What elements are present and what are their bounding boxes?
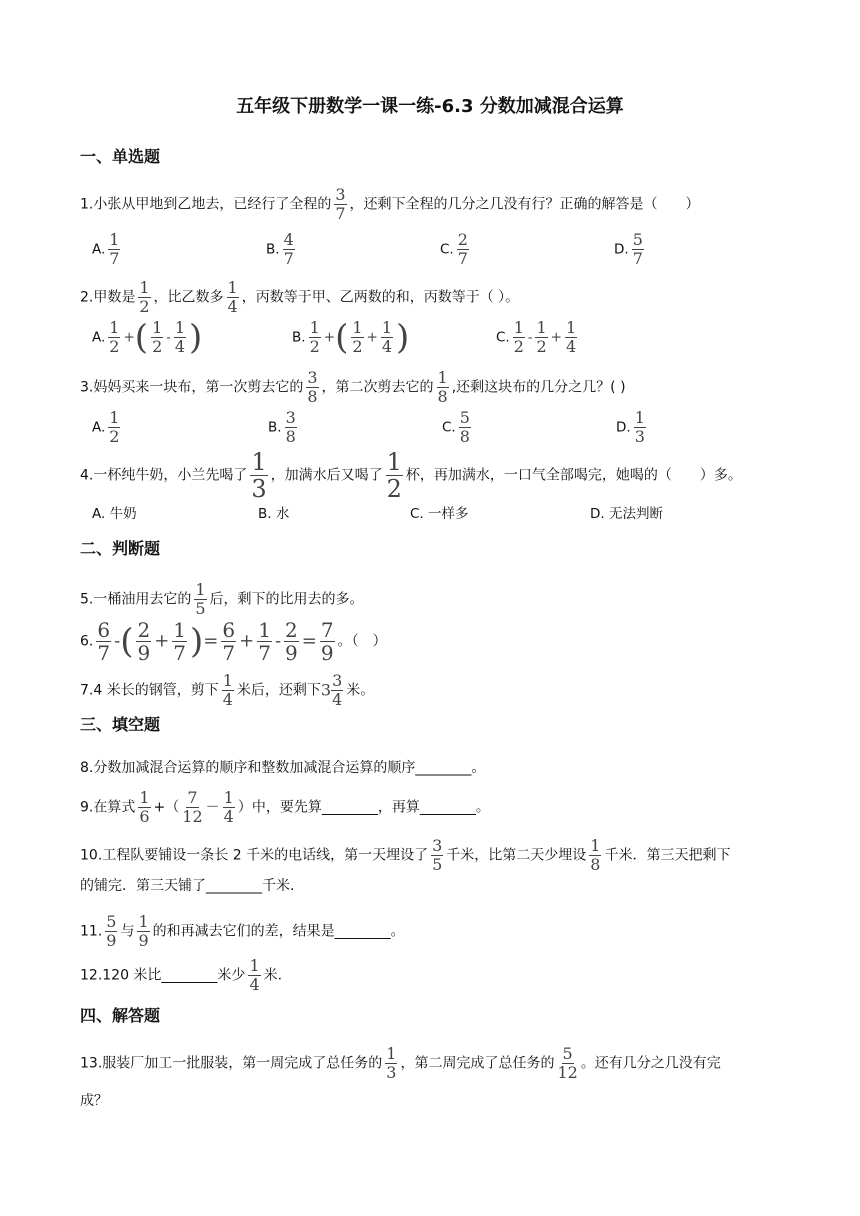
question-text: 米。 [346, 682, 375, 699]
question-3 [80, 370, 626, 405]
q4-option-b[interactable]: B. 水 [258, 506, 290, 522]
fraction: $\frac{1}{2}$ [386, 448, 402, 503]
question-13-line-2: 成？ [80, 1093, 108, 1109]
mixed-number-whole: 3 [320, 680, 332, 700]
fraction: $\frac{1}{8}$ [590, 836, 601, 874]
question-2 [80, 280, 519, 315]
question-5 [80, 582, 364, 617]
question-text: ）中，要先算________，再算________。 [237, 799, 490, 816]
fraction: $\frac{1}{3}$ [386, 1044, 397, 1082]
question-text: 米. [263, 967, 283, 984]
question-text: ，比乙数多 [153, 289, 224, 306]
q3-option-c[interactable]: C. $\frac{5}{8}$ [442, 408, 470, 446]
question-text: 3.妈妈买来一块布，第一次剪去它的 [80, 379, 304, 396]
fraction: $\frac{5}{9}$ [106, 912, 117, 950]
q4-option-d[interactable]: D. 无法判断 [590, 506, 663, 522]
section-heading-true-false: 二、判断题 [80, 539, 161, 558]
question-text: 10.工程队要铺设一条长 2 千米的电话线，第一天埋设了 [80, 847, 429, 864]
question-text: 1.小张从甲地到乙地去，已经行了全程的 [80, 196, 332, 213]
q2-option-c[interactable]: C. $\frac{1}{2}$ - $\frac{1}{2}$ + $\frac{1}{4}$ [496, 318, 577, 356]
question-10 [80, 838, 730, 873]
q3-option-b[interactable]: B. $\frac{3}{8}$ [268, 408, 296, 446]
question-text: 13.服装厂加工一批服装，第一周完成了总任务的 [80, 1055, 383, 1072]
question-text: 杯，再加满水，一口气全部喝完，她喝的（ ）多。 [405, 467, 742, 484]
fraction: $\frac{3}{5}$ [432, 836, 443, 874]
fraction: $\frac{7}{12}$ [182, 788, 203, 826]
question-text: 后，剩下的比用去的多。 [209, 591, 364, 608]
question-text: ，丙数等于甲、乙两数的和，丙数等于（ ）。 [241, 289, 520, 306]
q2-option-a[interactable]: A. $\frac{1}{2}$ +( $\frac{1}{2}$ - $\frac{1}{4}$ ) [92, 317, 203, 358]
q3-option-a[interactable]: A. $\frac{1}{2}$ [92, 408, 120, 446]
question-11 [80, 914, 405, 949]
question-text: 12.120 米比________米少 [80, 967, 246, 984]
section-heading-single-choice: 一、单选题 [80, 147, 161, 166]
question-text: 7.4 米长的钢管，剪下 [80, 682, 219, 699]
section-heading-solve: 四、解答题 [80, 1006, 161, 1025]
question-text: 千米，比第二天少埋设 [446, 847, 587, 864]
q4-option-c[interactable]: C. 一样多 [410, 506, 469, 522]
q1-option-c[interactable]: C. $\frac{2}{7}$ [440, 230, 468, 268]
question-text: 米后，还剩下 [236, 682, 321, 699]
question-text: 9.在算式 [80, 799, 136, 816]
question-text: ，加满水后又喝了 [270, 467, 383, 484]
fraction: $\frac{1}{3}$ [251, 448, 267, 503]
fraction: $\frac{1}{4}$ [223, 788, 234, 826]
q4-option-a[interactable]: A. 牛奶 [92, 506, 137, 522]
fraction: $\frac{1}{6}$ [139, 788, 150, 826]
fraction: $\frac{1}{5}$ [195, 580, 206, 618]
question-8: 8.分数加减混合运算的顺序和整数加减混合运算的顺序________。 [80, 760, 486, 776]
q3-option-d[interactable]: D. $\frac{1}{3}$ [616, 408, 645, 446]
question-text: +（ [153, 799, 180, 816]
question-6: 6. $\frac{6}{7}$ -( $\frac{2}{9}$ + $\frac{1}{7}$ )= $\frac{6}{7}$ + $\frac{1}{7}$ - $\frac{2}{9}$ = $\frac{7}{9}$ 。（ ） [80, 618, 387, 665]
fraction: $\frac{1}{4}$ [249, 956, 260, 994]
q1-option-d[interactable]: D. $\frac{5}{7}$ [614, 230, 643, 268]
question-text: 千米．第三天把剩下 [604, 847, 731, 864]
fraction: $\frac{1}{4}$ [227, 278, 238, 316]
fraction: $\frac{1}{9}$ [138, 912, 149, 950]
page-title: 五年级下册数学一课一练-6.3 分数加减混合运算 [236, 96, 624, 117]
question-1 [80, 187, 700, 222]
question-text: 11. [80, 923, 103, 940]
question-10-line-2: 的铺完．第三天铺了________千米. [80, 878, 295, 894]
fraction: $\frac{3}{4}$ [332, 671, 343, 709]
fraction: $\frac{1}{8}$ [437, 368, 448, 406]
q1-option-b[interactable]: B. $\frac{4}{7}$ [266, 230, 294, 268]
fraction: $\frac{3}{8}$ [307, 368, 318, 406]
q2-option-b[interactable]: B. $\frac{1}{2}$ +( $\frac{1}{2}$ + $\frac{1}{4}$ ) [292, 317, 410, 358]
fraction: $\frac{1}{2}$ [139, 278, 150, 316]
question-text: 的和再减去它们的差，结果是________。 [152, 923, 405, 940]
section-heading-fill-blank: 三、填空题 [80, 715, 161, 734]
question-text: ,还剩这块布的几分之几？( ) [451, 379, 626, 396]
question-text: 5.一桶油用去它的 [80, 591, 192, 608]
question-text: ，第二周完成了总任务的 [400, 1055, 555, 1072]
question-text: ，还剩下全程的几分之几没有行？正确的解答是（ ） [349, 196, 700, 213]
question-text: 4.一杯纯牛奶，小兰先喝了 [80, 467, 248, 484]
question-9 [80, 790, 490, 825]
question-text: 2.甲数是 [80, 289, 136, 306]
question-text: ，第二次剪去它的 [321, 379, 434, 396]
question-7 [80, 673, 374, 708]
question-12 [80, 958, 282, 993]
question-text: 与 [120, 923, 135, 940]
fraction: $\frac{5}{12}$ [557, 1044, 578, 1082]
question-text: 。还有几分之几没有完 [580, 1055, 721, 1072]
fraction: $\frac{1}{4}$ [222, 671, 233, 709]
fraction: $\frac{3}{7}$ [335, 185, 346, 223]
question-13 [80, 1046, 721, 1081]
q1-option-a[interactable]: A. $\frac{1}{7}$ [92, 230, 120, 268]
question-4 [80, 450, 742, 501]
question-text: － [205, 799, 220, 816]
